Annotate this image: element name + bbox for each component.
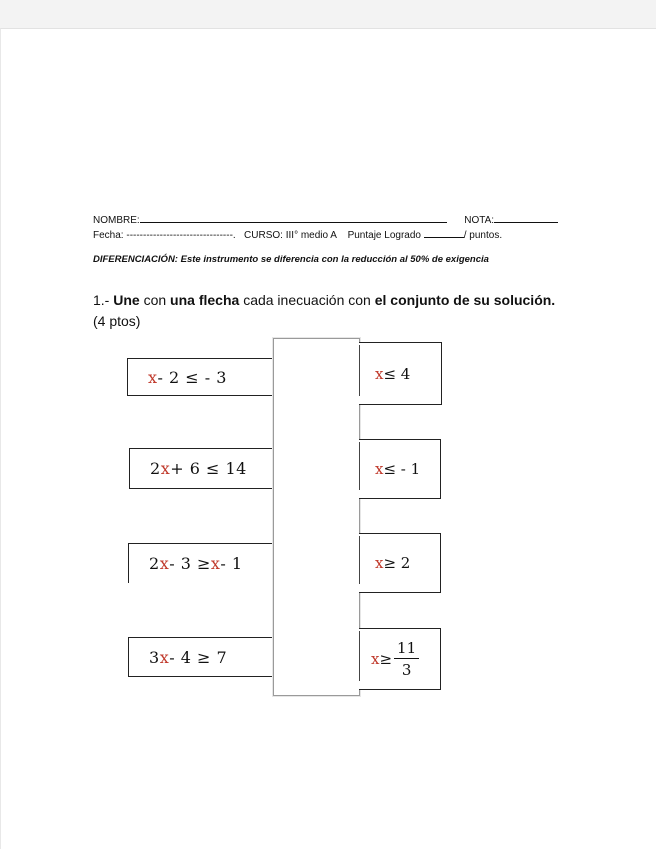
question-bold-flecha: una flecha xyxy=(170,292,240,308)
inequality-2-post: + 6 ≤ 14 xyxy=(170,459,247,478)
inequality-2[interactable] xyxy=(129,448,273,489)
puntaje-blank[interactable] xyxy=(424,237,464,238)
question-text-inecuacion: cada inecuación con xyxy=(243,292,371,308)
solution-4[interactable] xyxy=(359,628,441,690)
inequality-4-post: - 4 ≥ 7 xyxy=(169,647,228,667)
solution-3-relation: ≥ 2 xyxy=(383,554,411,572)
fraction xyxy=(394,638,419,681)
inequality-3[interactable] xyxy=(128,543,273,583)
variable-x: x xyxy=(159,647,170,667)
nombre-row xyxy=(93,215,558,226)
question-points: (4 ptos) xyxy=(93,313,141,329)
differentiation-note: DIFERENCIACIÓN: Este instrumento se diferencia con la reducción al 50% de exigencia xyxy=(93,254,489,265)
solution-4-relation: ≥ xyxy=(379,650,393,668)
solution-2[interactable] xyxy=(359,439,441,499)
fraction-numerator: 11 xyxy=(394,638,419,659)
puntaje-suffix: / puntos. xyxy=(463,230,503,241)
inequality-1-post: - 2 ≤ - 3 xyxy=(157,367,227,387)
variable-x: x xyxy=(160,459,171,478)
question-bold-conjunto: el conjunto de su solución. xyxy=(374,292,556,308)
fecha-row xyxy=(93,230,502,241)
fecha-dashes: --------------------------------. xyxy=(126,230,236,241)
variable-x: x xyxy=(375,460,384,478)
solution-2-relation: ≤ - 1 xyxy=(383,460,421,478)
arrow-drawing-area[interactable] xyxy=(273,338,360,696)
fraction-denominator: 3 xyxy=(401,660,412,679)
inequality-4-pre: 3 xyxy=(149,647,160,667)
nombre-blank[interactable] xyxy=(140,222,447,223)
variable-x: x xyxy=(371,650,380,668)
variable-x: x xyxy=(148,367,158,387)
variable-x: x xyxy=(210,554,221,573)
inequality-3-pre: 2 xyxy=(149,554,160,573)
nota-blank[interactable] xyxy=(494,222,558,223)
question-text-con: con xyxy=(143,292,167,308)
inequality-3-post2: - 1 xyxy=(220,554,243,573)
puntaje-label: Puntaje Logrado xyxy=(347,230,421,241)
inequality-2-pre: 2 xyxy=(150,459,161,478)
question-1 xyxy=(93,290,555,311)
solution-1-relation: ≤ 4 xyxy=(383,364,411,383)
nombre-label: NOMBRE: xyxy=(93,215,140,226)
nota-label: NOTA: xyxy=(464,215,495,226)
inequality-1[interactable] xyxy=(127,358,273,396)
curso-label: CURSO: xyxy=(244,230,283,241)
worksheet-page xyxy=(0,28,656,849)
solution-3[interactable] xyxy=(359,533,441,593)
question-number: 1.- xyxy=(93,292,110,308)
solution-1[interactable] xyxy=(359,342,442,405)
curso-value: III° medio A xyxy=(285,230,337,241)
inequality-3-post: - 3 ≥ xyxy=(169,554,211,573)
variable-x: x xyxy=(159,554,170,573)
question-bold-une: Une xyxy=(113,292,140,308)
fecha-label: Fecha: xyxy=(93,230,124,241)
variable-x: x xyxy=(375,554,384,572)
inequality-4[interactable] xyxy=(128,637,273,677)
variable-x: x xyxy=(375,364,384,383)
